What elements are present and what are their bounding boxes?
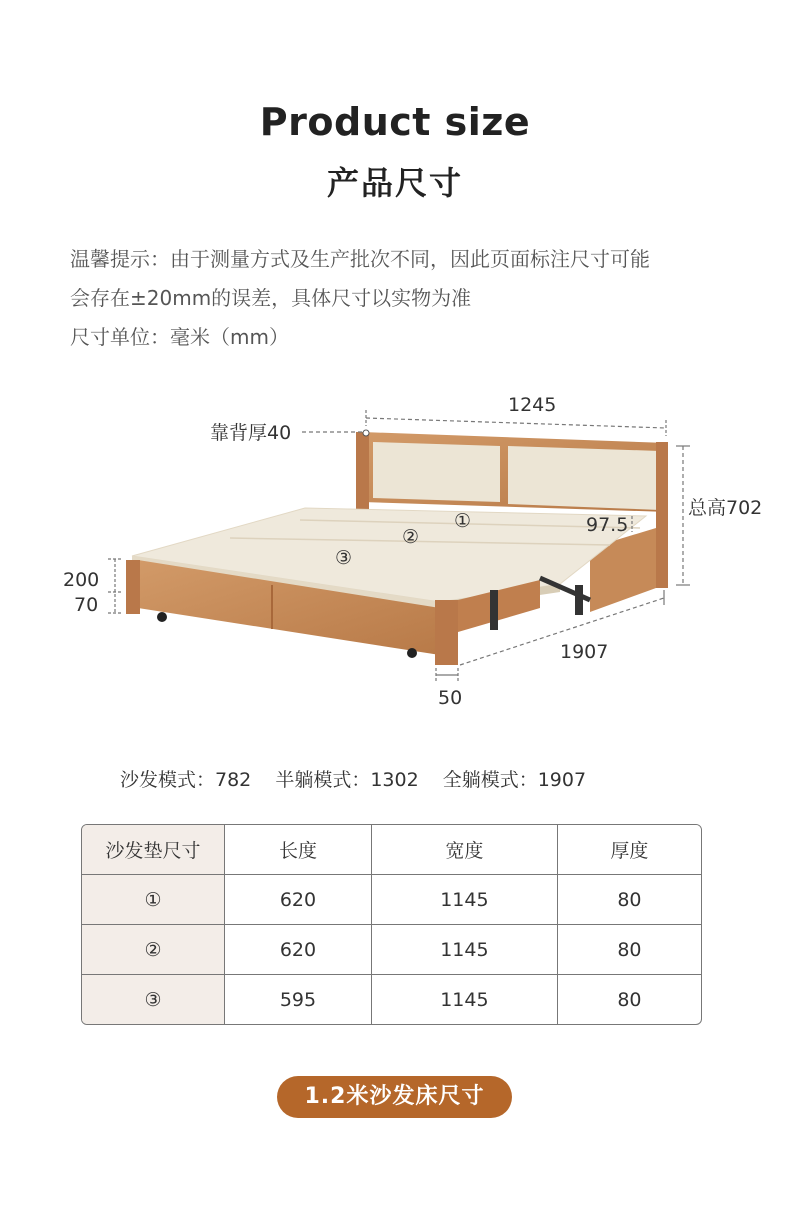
metal-leg — [490, 590, 498, 630]
dim-total-height: 总高702 — [688, 497, 763, 519]
table-header: 宽度 — [372, 825, 558, 875]
dim-width: 1245 — [508, 394, 557, 416]
table-cell: 595 — [225, 975, 372, 1024]
dim-inner: 97.5 — [586, 514, 629, 536]
cushion-size-table — [81, 824, 702, 1025]
mode-sofa: 沙发模式：782 — [120, 769, 252, 791]
table-row — [82, 975, 701, 1024]
note-line-2: 会存在±20mm的误差，具体尺寸以实物为准 — [70, 286, 472, 310]
dim-200: 200 — [63, 569, 100, 591]
headboard-post-right — [656, 442, 668, 588]
table-cell: ① — [82, 875, 225, 925]
table-header: 沙发垫尺寸 — [82, 825, 225, 875]
note-line-1: 温馨提示：由于测量方式及生产批次不同，因此页面标注尺寸可能 — [70, 247, 650, 271]
page-title-en: Product size — [259, 100, 531, 144]
table-header: 厚度 — [558, 825, 701, 875]
table-cell: 620 — [225, 875, 372, 925]
table-cell: 620 — [225, 925, 372, 975]
table-row — [82, 925, 701, 975]
cushion-label-1: ① — [454, 510, 472, 532]
size-notes — [70, 240, 730, 357]
bed-size-badge: 1.2米沙发床尺寸 — [277, 1076, 512, 1118]
base-leg-left — [126, 560, 140, 614]
table-header-row — [82, 825, 701, 875]
dim-length: 1907 — [560, 641, 609, 663]
mode-lengths — [120, 765, 604, 792]
headboard-post-left — [356, 432, 369, 512]
table-cell: ② — [82, 925, 225, 975]
cushion-label-2: ② — [402, 526, 420, 548]
table-cell: 80 — [558, 875, 701, 925]
table-cell: 1145 — [372, 925, 558, 975]
page-title-cn: 产品尺寸 — [326, 164, 463, 202]
table-cell: 1145 — [372, 875, 558, 925]
cushion-label-3: ③ — [335, 547, 353, 569]
mode-full: 全躺模式：1907 — [442, 769, 587, 791]
table-row — [82, 875, 701, 925]
base-leg-right — [435, 600, 458, 665]
dim-backrest: 靠背厚40 — [210, 422, 292, 444]
table-header: 长度 — [225, 825, 372, 875]
headboard-pad-right — [508, 446, 660, 510]
sofa-bed-diagram — [0, 380, 790, 720]
headboard-pad-left — [373, 442, 500, 502]
table-cell: 80 — [617, 988, 642, 1011]
table-cell: 80 — [558, 925, 701, 975]
dim-70: 70 — [74, 594, 99, 616]
caster — [157, 612, 167, 622]
table-cell: ③ — [82, 975, 225, 1024]
table-cell: 1145 — [372, 975, 558, 1024]
dim-leg: 50 — [438, 687, 463, 709]
note-line-3: 尺寸单位：毫米（mm） — [70, 325, 289, 349]
mode-half: 半躺模式：1302 — [275, 769, 419, 791]
